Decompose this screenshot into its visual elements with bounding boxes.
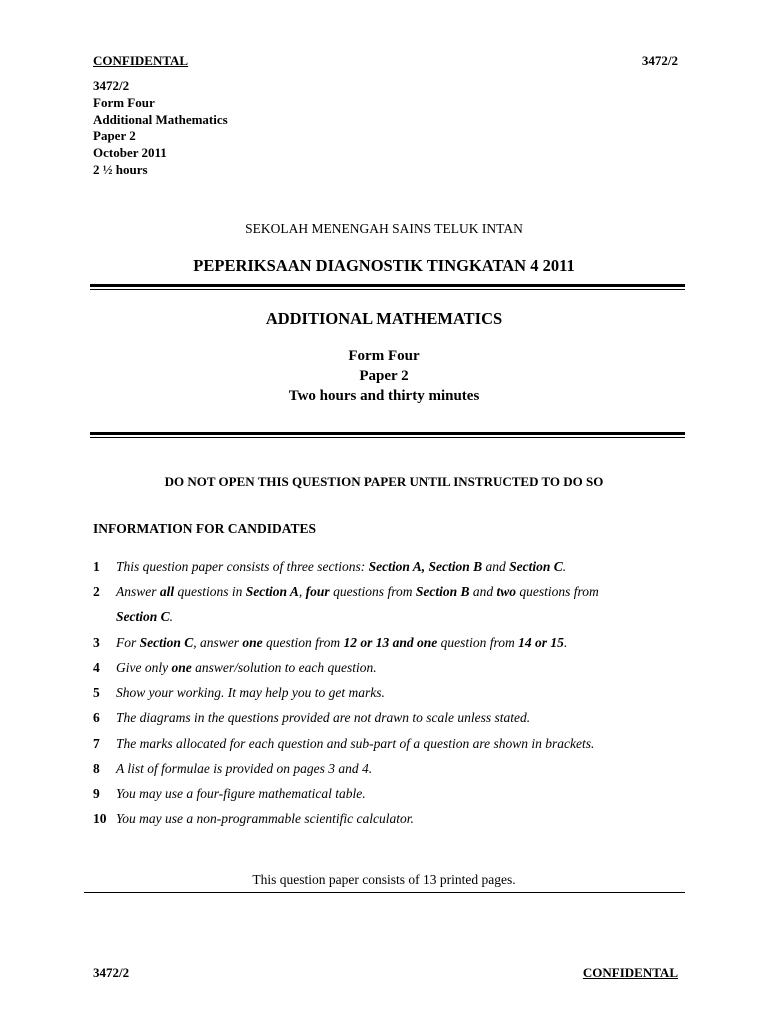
- meta-date: October 2011: [93, 145, 167, 161]
- instruction-number: 1: [93, 559, 100, 574]
- instruction-number: 7: [93, 736, 100, 751]
- subject-title: ADDITIONAL MATHEMATICS: [265, 309, 503, 328]
- subject-divider-thin: [90, 437, 685, 438]
- subject-divider-thick: [90, 432, 685, 435]
- paper-code-bottom: 3472/2: [93, 965, 130, 980]
- footer-divider: [84, 892, 685, 893]
- title-divider-thin: [90, 289, 685, 290]
- warning-notice: DO NOT OPEN THIS QUESTION PAPER UNTIL INSTRUCTED TO DO SO: [164, 474, 604, 489]
- instruction-number: 9: [93, 786, 100, 801]
- instruction-number: 6: [93, 710, 100, 725]
- meta-code: 3472/2: [93, 78, 130, 93]
- meta-paper: Paper 2: [93, 128, 136, 144]
- printed-pages-note: This question paper consists of 13 printed pages.: [252, 872, 516, 887]
- title-divider-thick: [90, 284, 685, 287]
- instruction-number: 4: [93, 660, 100, 675]
- instruction-number: 10: [93, 811, 107, 826]
- confidential-label-top: CONFIDENTAL: [93, 53, 189, 68]
- instruction-number: 2: [93, 584, 100, 599]
- form-label: Form Four: [348, 348, 420, 364]
- exam-title: PEPERIKSAAN DIAGNOSTIK TINGKATAN 4 2011: [193, 256, 575, 275]
- info-heading: INFORMATION FOR CANDIDATES: [93, 521, 317, 536]
- confidential-label-bottom: CONFIDENTAL: [582, 965, 678, 980]
- exam-cover-page: CONFIDENTAL 3472/2 3472/2 Form Four Additional Mathematics Paper 2 October 2011 2 ½ hours SEKOLAH MENENGAH SAINS TELUK INTAN PEPERIKSAAN DIAGNOSTIK TINGKATAN 4 2011 ADDITIONAL MATHEMATICS Form Four Paper 2 Two hours and thirty minutes DO NOT OPEN THIS QUESTION PAPER UNTIL INSTRUCTED TO DO SO INFORMATION FOR CANDIDATES 1 This question paper consists of three sections: Section A, Section B and Section C. 2 Answer all questions in Section A, four questions from Section B and two questions from Section C. 3 For Section C, answer one question from 12 or 13 and one question from 14 or 15. 4 Give only one answer/solution to each question. 5 Show your working. It may help you to get marks. 6 The diagrams in the questions provided are not drawn to scale unless stated. 7 The marks allocated for each question and sub-part of a question are shown in brackets. 8 A list of formulae is provided on pages 3 and 4. 9 You may use a four-figure mathematical table. 10 You may use a non-programmable scientific calculator. This question paper consists of 13 printed pages. 3472/2 CONFIDENTAL: [0, 0, 768, 1024]
- paper-label: Paper 2: [359, 368, 409, 384]
- paper-meta: [93, 78, 228, 179]
- instruction-number: 3: [93, 635, 100, 650]
- duration-label: Two hours and thirty minutes: [288, 388, 480, 404]
- school-name: SEKOLAH MENENGAH SAINS TELUK INTAN: [245, 221, 523, 236]
- instruction-number: 8: [93, 761, 100, 776]
- paper-code-top: 3472/2: [641, 53, 678, 68]
- meta-duration: 2 ½ hours: [93, 161, 148, 177]
- instruction-number: 5: [93, 685, 100, 700]
- meta-form: Form Four: [93, 94, 155, 110]
- meta-subject: Additional Mathematics: [93, 111, 228, 127]
